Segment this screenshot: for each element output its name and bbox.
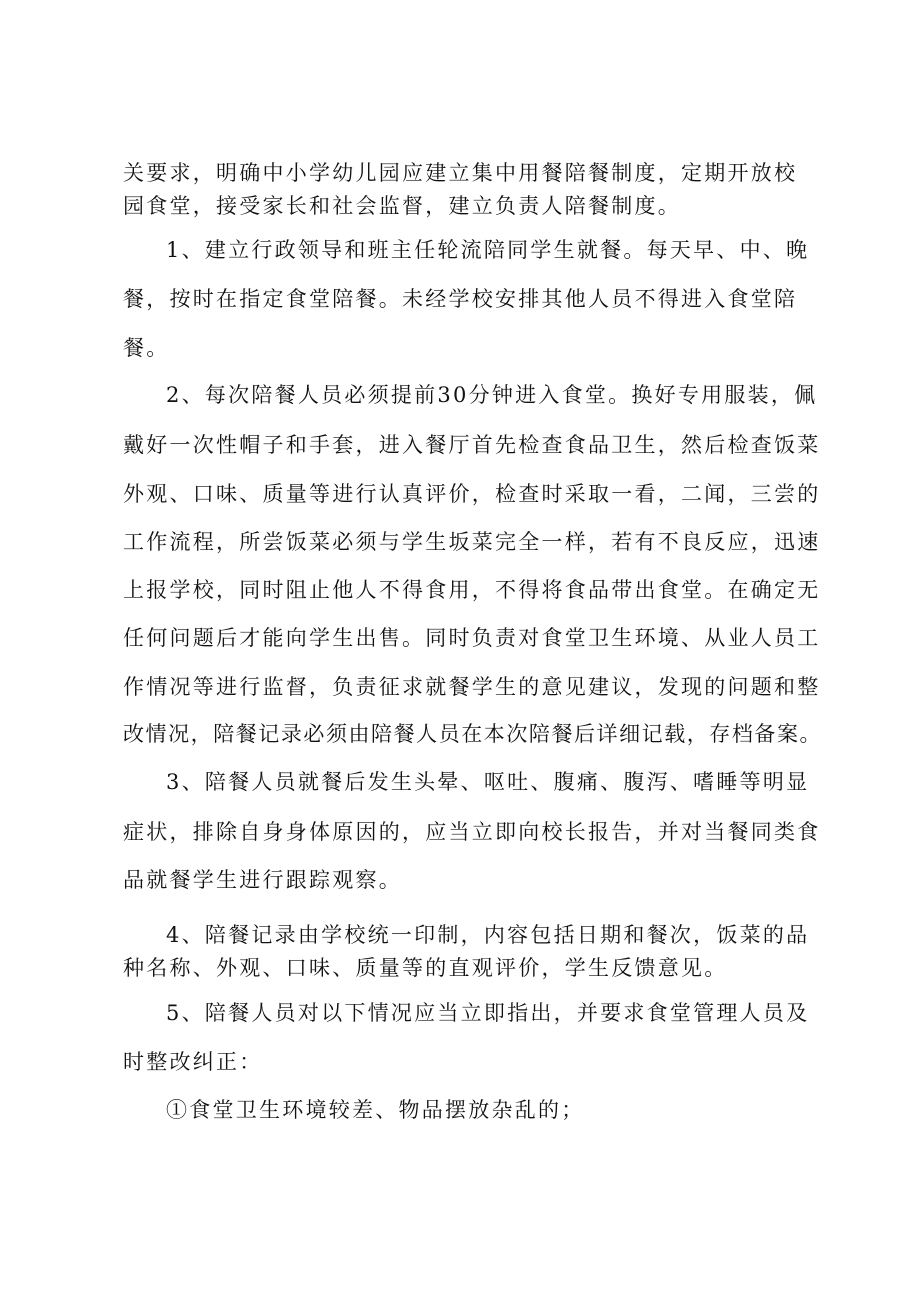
list-item-4-line: 4、陪餐记录由学校统一印制，内容包括日期和餐次，饭菜的品 <box>166 923 810 947</box>
sub-item-1-line: ①食堂卫生环境较差、物品摆放杂乱的； <box>166 1098 585 1122</box>
paragraph-line: 园食堂，接受家长和社会监督，建立负责人陪餐制度。 <box>123 194 681 218</box>
list-item-5-line: 时整改纠正： <box>123 1050 263 1074</box>
list-item-3-line: 3、陪餐人员就餐后发生头晕、呕吐、腹痛、腹泻、嗜睡等明显 <box>166 770 810 794</box>
list-item-2-line: 工作流程，所尝饭菜必须与学生坂菜完全一样，若有不良反应，迅速 <box>123 530 821 554</box>
list-item-2-line: 上报学校，同时阻止他人不得食用，不得将食品带出食堂。在确定无 <box>123 578 821 602</box>
paragraph-line: 关要求，明确中小学幼儿园应建立集中用餐陪餐制度，定期开放校 <box>123 161 798 185</box>
list-item-1-line: 餐。 <box>123 336 170 360</box>
list-item-1-line: 1、建立行政领导和班主任轮流陪同学生就餐。每天早、中、晚 <box>166 238 810 262</box>
list-item-5-line: 5、陪餐人员对以下情况应当立即指出，并要求食堂管理人员及 <box>166 1001 810 1025</box>
list-item-2-line: 2、每次陪餐人员必须提前30分钟进入食堂。换好专用服装，佩 <box>166 383 818 407</box>
list-item-4-line: 种名称、外观、口味、质量等的直观评价，学生反馈意见。 <box>123 956 728 980</box>
list-item-2-line: 改情况，陪餐记录必须由陪餐人员在本次陪餐后详细记载，存档备案。 <box>123 722 823 746</box>
list-item-2-line: 作情况等进行监督，负责征求就餐学生的意见建议，发现的问题和整 <box>123 675 821 699</box>
list-item-2-line: 戴好一次性帽子和手套，进入餐厅首先检查食品卫生，然后检查饭菜 <box>123 433 821 457</box>
list-item-1-line: 餐，按时在指定食堂陪餐。未经学校安排其他人员不得进入食堂陪 <box>123 287 798 311</box>
list-item-2-line: 任何问题后才能向学生出售。同时负责对食堂卫生环境、从业人员工 <box>123 626 821 650</box>
list-item-3-line: 品就餐学生进行跟踪观察。 <box>123 868 402 892</box>
list-item-2-line: 外观、口味、质量等进行认真评价，检查时采取一看，二闻，三尝的 <box>123 482 821 506</box>
list-item-3-line: 症状，排除自身身体原因的，应当立即向校长报告，并对当餐同类食 <box>123 820 821 844</box>
